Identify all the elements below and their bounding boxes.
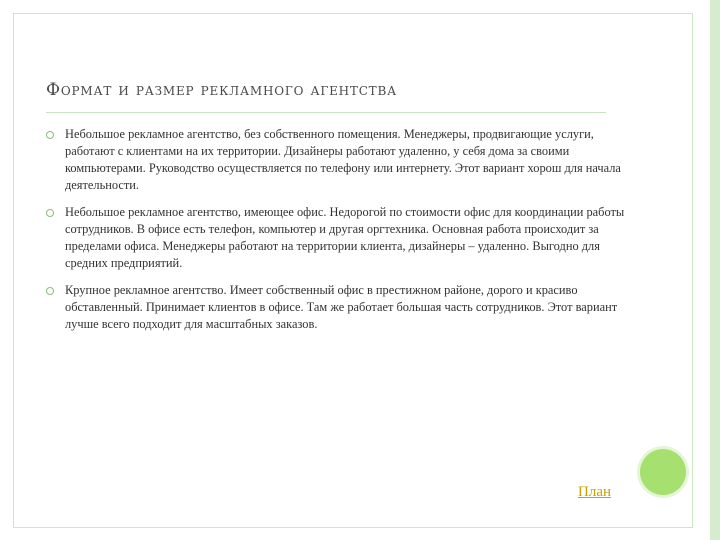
bullet-list — [46, 126, 636, 343]
bullet-circle-icon — [46, 131, 54, 139]
bullet-item-small-agency — [46, 126, 636, 194]
bullet-text: Небольшое рекламное агентство, имеющее офис. Недорогой по стоимости офис для координации работы сотрудников. В офисе есть телефон, компьютер и другая оргтехника. Основная работа происходит за пределами офиса. Менеджеры работают на территории клиента, дизайнеры – удаленно. Выгодно для средних предприятий. — [65, 205, 625, 270]
bullet-text: Небольшое рекламное агентство, без собственного помещения. Менеджеры, продвигающие услуги, работают с клиентами на их территории. Дизайнеры работают удаленно, у себя дома за своими компьютерами. Руководство осуществляется по телефону или интернету. Этот вариант хорош для начала деятельности. — [65, 127, 621, 192]
plan-link[interactable]: План — [578, 484, 612, 500]
bullet-circle-icon — [46, 287, 54, 295]
right-accent-stripe — [710, 0, 720, 540]
bullet-item-large-agency — [46, 282, 636, 333]
bullet-item-agency-with-office — [46, 204, 636, 272]
slide-title: Формат и размер рекламного агентства — [46, 80, 397, 100]
title-divider — [46, 112, 606, 113]
decorative-green-circle — [640, 449, 686, 495]
bullet-text: Крупное рекламное агентство. Имеет собственный офис в престижном районе, дорого и красиво обставленный. Принимает клиентов в офисе. Там же работает большая часть сотрудников. Этот вариант лучше всего подходит для масштабных заказов. — [65, 283, 618, 331]
bullet-circle-icon — [46, 209, 54, 217]
